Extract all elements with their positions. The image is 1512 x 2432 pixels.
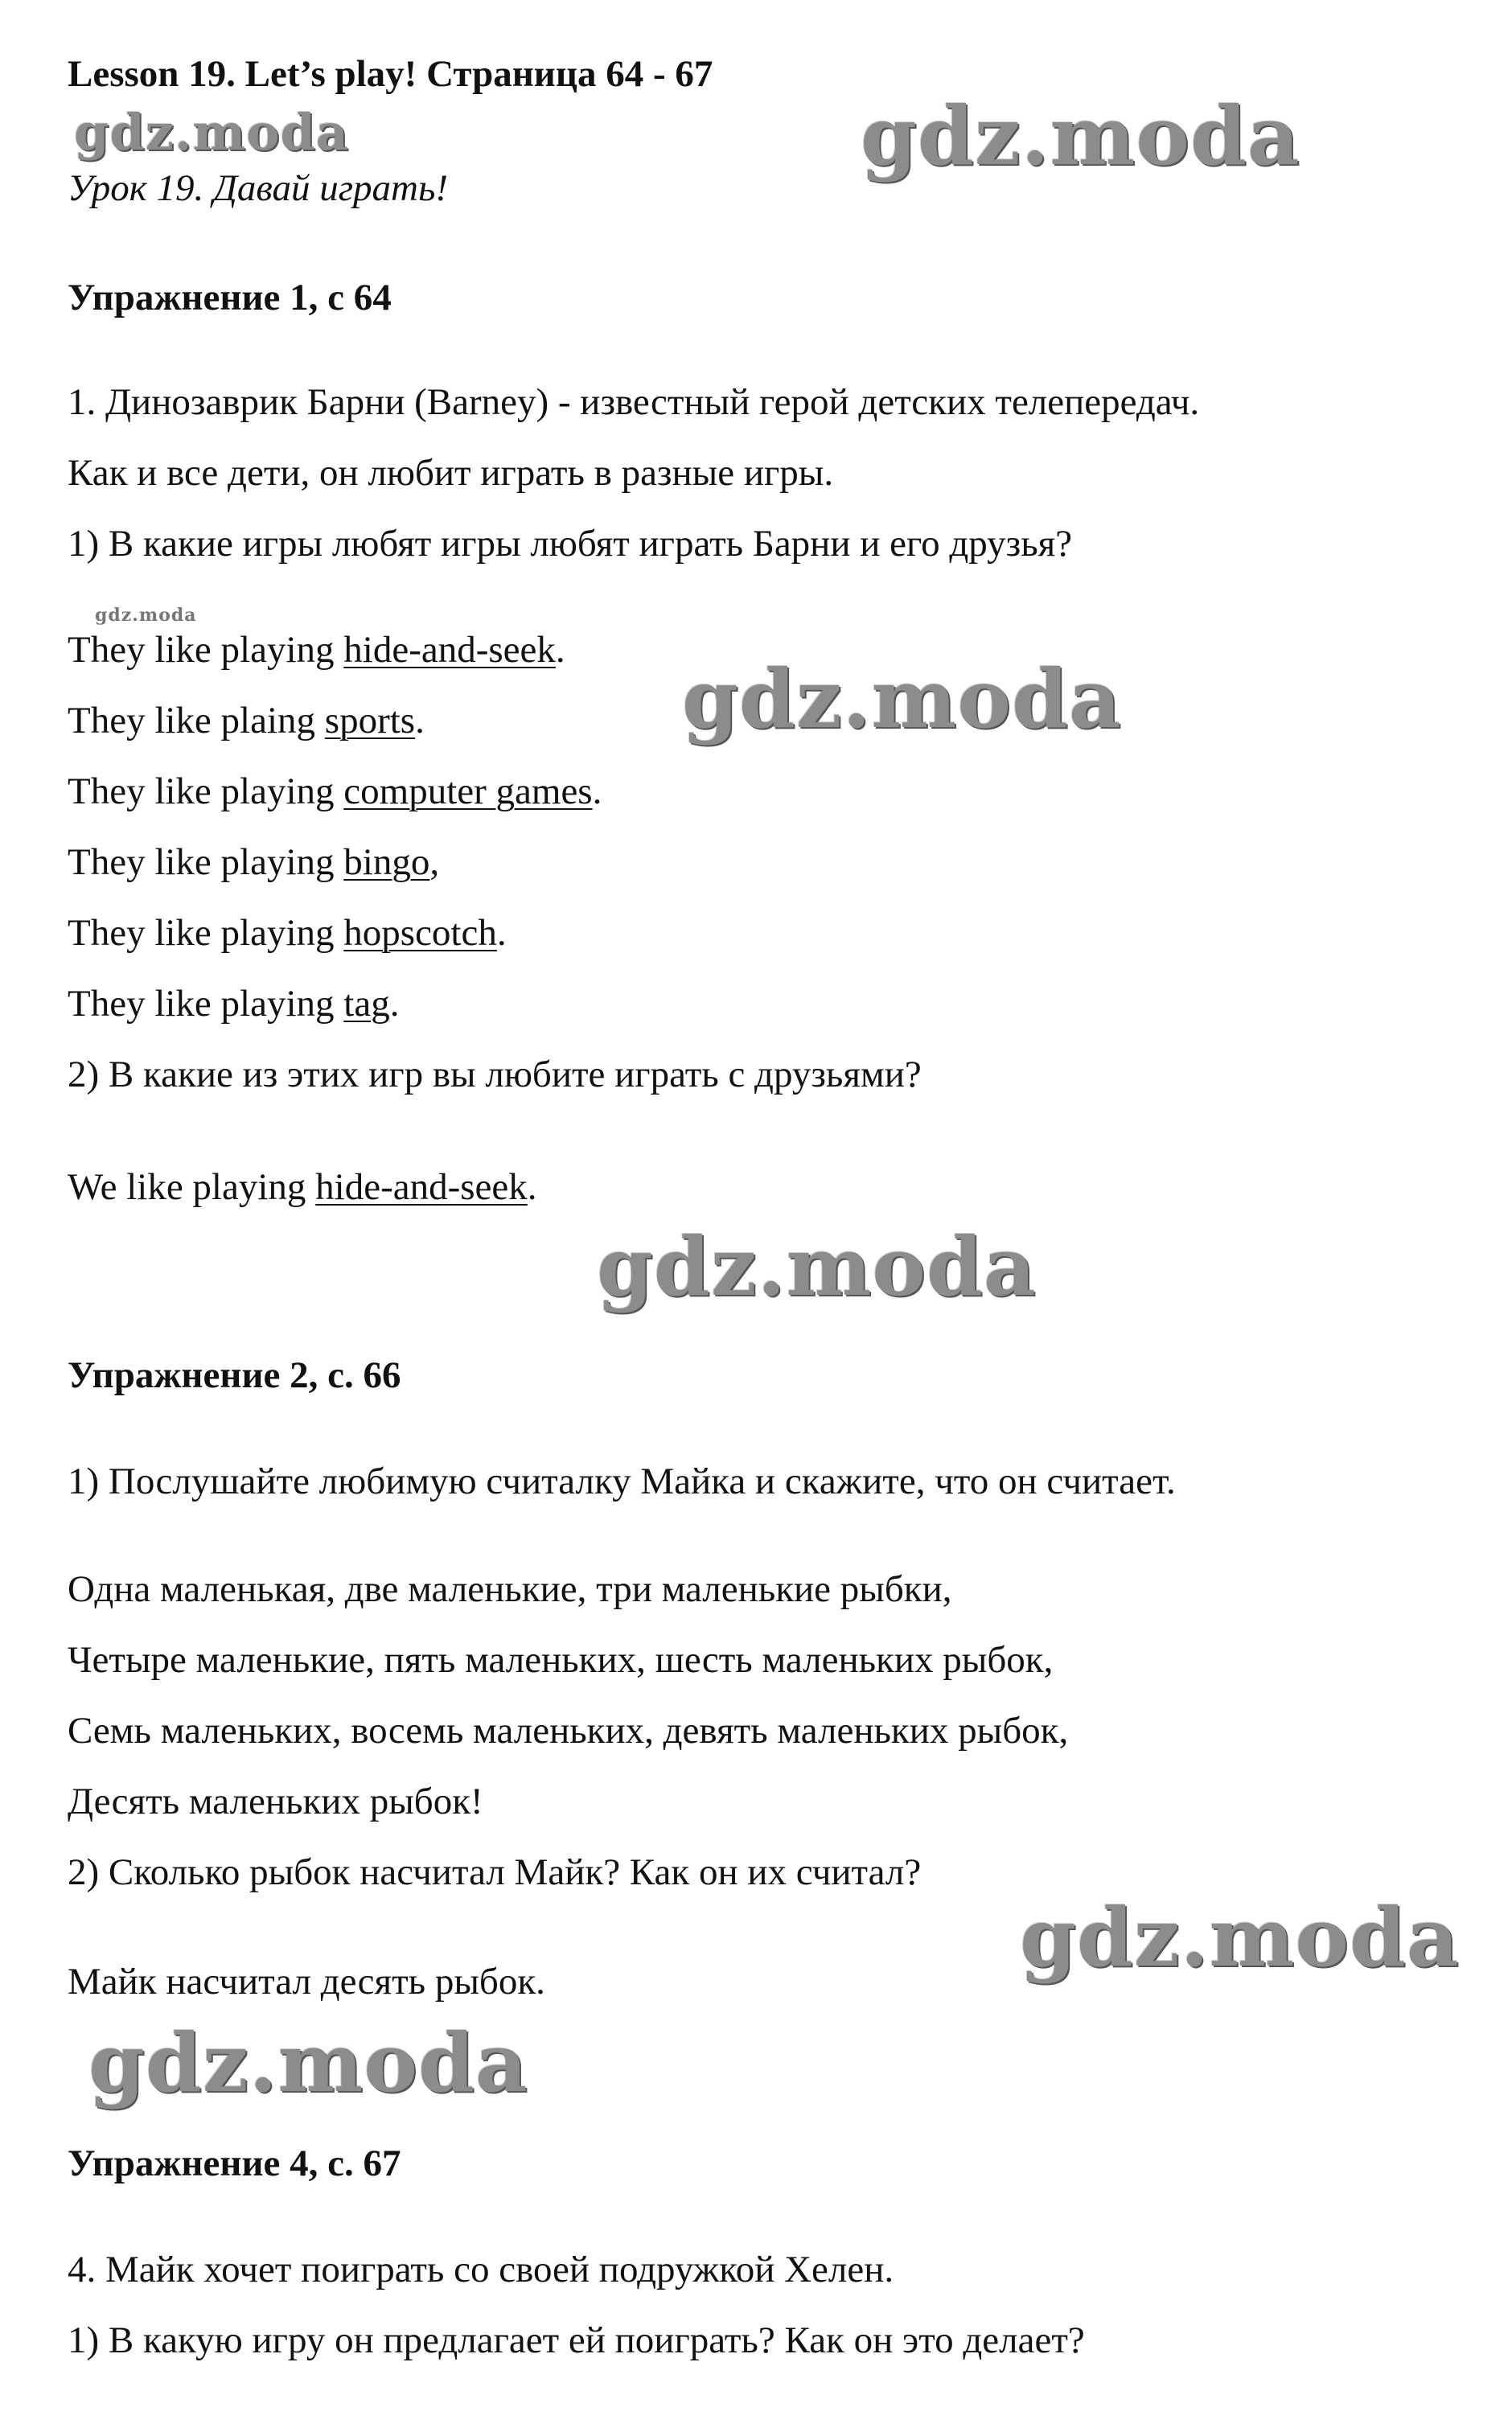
watermark: gdz.moda	[1020, 1890, 1460, 1985]
game-name: sports	[324, 700, 416, 742]
answer-punct: .	[389, 983, 400, 1025]
game-name: tag	[343, 983, 390, 1025]
answer-line	[68, 909, 507, 957]
answer-line	[68, 838, 439, 886]
game-name: hide-and-seek	[343, 629, 556, 671]
answer-punct: .	[496, 912, 507, 954]
poem-line: Одна маленькая, две маленькие, три маленькие рыбки,	[68, 1568, 952, 1610]
answer-prefix: We like playing	[68, 1166, 316, 1208]
watermark: gdz.moda	[597, 1219, 1037, 1314]
answer-punct: .	[415, 700, 425, 742]
exercise-2-answer: Майк насчитал десять рыбок.	[68, 1961, 545, 2003]
game-name: bingo	[343, 841, 430, 883]
answer-prefix: They like playing	[68, 912, 344, 954]
exercise-2-question-2: 2) Сколько рыбок насчитал Майк? Как он их считал?	[68, 1851, 922, 1893]
answer-punct: .	[555, 629, 565, 671]
watermark: gdz.moda	[95, 605, 197, 626]
exercise-2-heading: Упражнение 2, с. 66	[68, 1354, 401, 1396]
answer-punct: ,	[429, 841, 440, 883]
game-name: computer games	[343, 770, 593, 812]
exercise-4-intro: 4. Майк хочет поиграть со своей подружкой Хелен.	[68, 2249, 894, 2290]
exercise-1-intro-line1: 1. Динозаврик Барни (Barney) - известный герой детских телепередач.	[68, 381, 1200, 423]
poem-line: Семь маленьких, восемь маленьких, девять маленьких рыбок,	[68, 1710, 1069, 1752]
answer-prefix: They like playing	[68, 841, 344, 883]
answer-prefix: They like playing	[68, 770, 344, 812]
poem-line: Десять маленьких рыбок!	[68, 1781, 483, 1822]
exercise-1-question-2: 2) В какие из этих игр вы любите играть с друзьями?	[68, 1054, 922, 1095]
page-title: Lesson 19. Let’s play! Страница 64 - 67	[68, 53, 713, 95]
watermark: gdz.moda	[682, 651, 1122, 746]
watermark: gdz.moda	[74, 103, 349, 162]
answer-prefix: They like plaing	[68, 700, 325, 742]
answer-line	[68, 1163, 537, 1211]
watermark: gdz.moda	[88, 2015, 528, 2110]
answer-line	[68, 980, 399, 1028]
watermark: gdz.moda	[861, 88, 1300, 183]
exercise-1-intro-line2: Как и все дети, он любит играть в разные игры.	[68, 452, 834, 494]
answer-prefix: They like playing	[68, 983, 344, 1025]
answer-line	[68, 767, 602, 815]
exercise-4-question-1: 1) В какую игру он предлагает ей поиграть? Как он это делает?	[68, 2319, 1085, 2361]
answer-line	[68, 626, 565, 674]
game-name: hide-and-seek	[315, 1166, 528, 1208]
answer-punct: .	[527, 1166, 537, 1208]
exercise-4-heading: Упражнение 4, с. 67	[68, 2142, 401, 2184]
answer-prefix: They like playing	[68, 629, 344, 671]
game-name: hopscotch	[343, 912, 497, 954]
answer-punct: .	[592, 770, 602, 812]
exercise-2-question-1: 1) Послушайте любимую считалку Майка и скажите, что он считает.	[68, 1460, 1176, 1502]
page-subtitle: Урок 19. Давай играть!	[68, 167, 449, 209]
exercise-1-question-1: 1) В какие игры любят игры любят играть Барни и его друзья?	[68, 523, 1073, 565]
poem-line: Четыре маленькие, пять маленьких, шесть маленьких рыбок,	[68, 1639, 1054, 1681]
exercise-1-heading: Упражнение 1, с 64	[68, 277, 392, 318]
answer-line	[68, 696, 425, 745]
